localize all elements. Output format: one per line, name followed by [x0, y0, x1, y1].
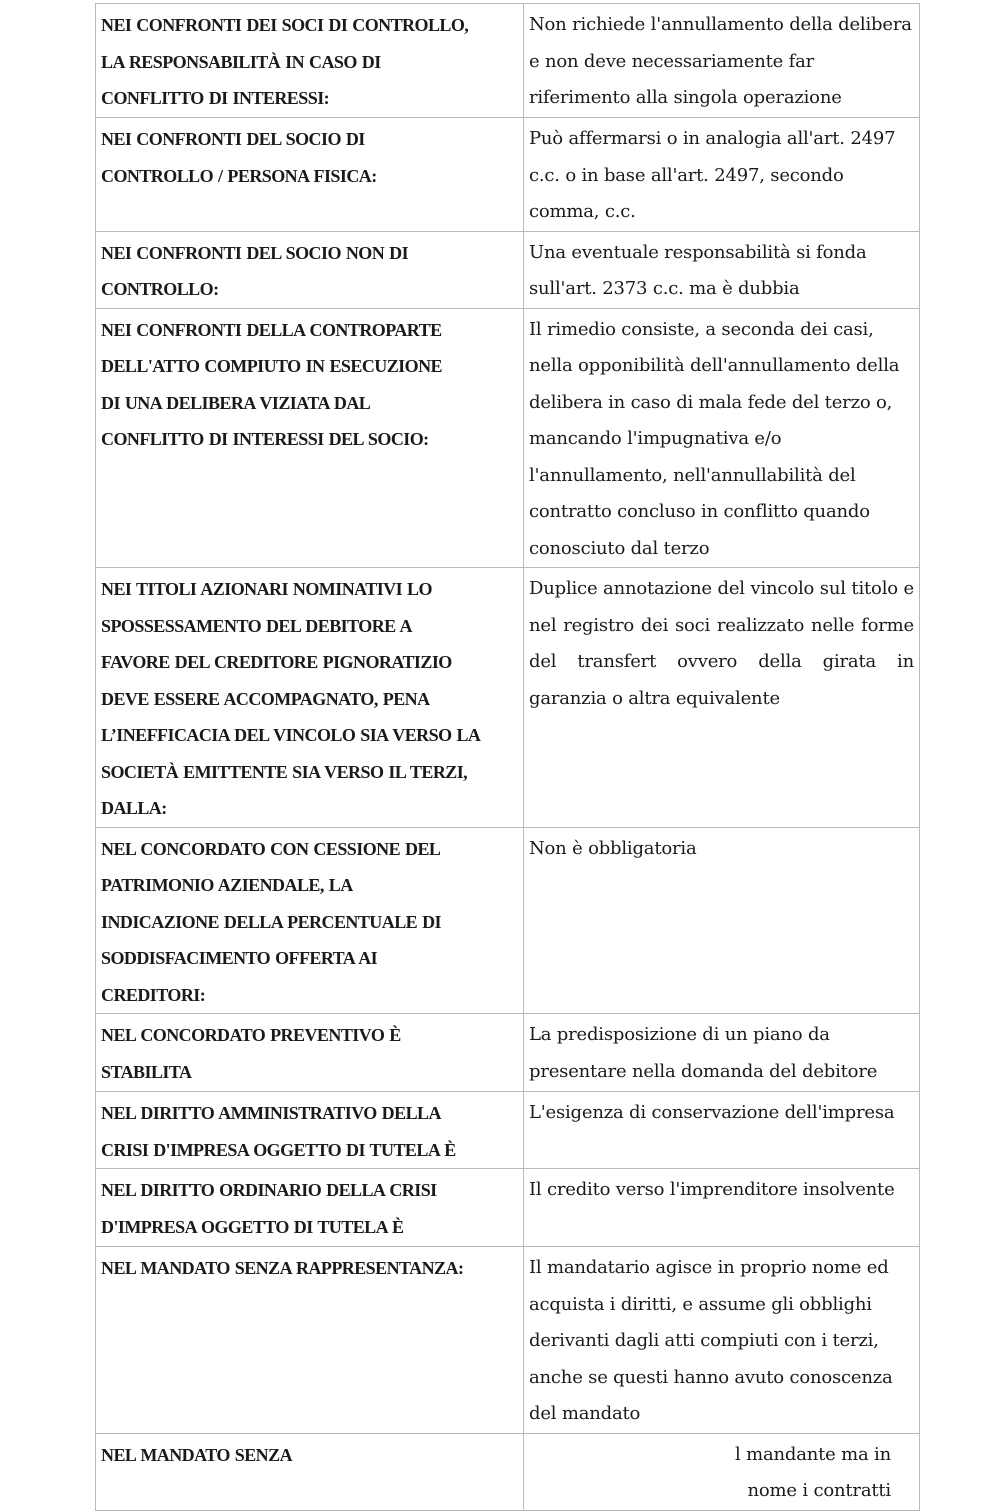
answer-cell: Il credito verso l'imprenditore insolvente [524, 1169, 920, 1247]
question-cell: NEL DIRITTO AMMINISTRATIVO DELLA CRISI D'IMPRESA OGGETTO DI TUTELA È [96, 1092, 524, 1169]
table-row [96, 1014, 920, 1092]
table-row [96, 1169, 920, 1247]
answer-cell: Duplice annotazione del vincolo sul titolo e nel registro dei soci realizzato nelle forme del transfert ovvero della girata in garanzia o altra equivalente [524, 568, 920, 828]
question-cell: NEL CONCORDATO CON CESSIONE DEL PATRIMONIO AZIENDALE, LA INDICAZIONE DELLA PERCENTUALE DI SODDISFACIMENTO OFFERTA AI CREDITORI: [96, 827, 524, 1014]
answer-cell: Il rimedio consiste, a seconda dei casi, nella opponibilità dell'annullamento della delibera in caso di mala fede del terzo o, mancando l'impugnativa e/o l'annullamento, nell'annullabilità del contratto concluso in conflitto quando conosciuto dal terzo [524, 308, 920, 568]
table-row [96, 231, 920, 308]
table-row [96, 4, 920, 118]
question-cell: NEI CONFRONTI DEL SOCIO DI CONTROLLO / PERSONA FISICA: [96, 118, 524, 232]
question-cell: NEI CONFRONTI DEL SOCIO NON DI CONTROLLO: [96, 231, 524, 308]
table-row [96, 568, 920, 828]
table-row [96, 308, 920, 568]
table-row [96, 1247, 920, 1434]
question-cell: NEI CONFRONTI DEI SOCI DI CONTROLLO, LA RESPONSABILITÀ IN CASO DI CONFLITTO DI INTERESSI: [96, 4, 524, 118]
question-cell: NEL DIRITTO ORDINARIO DELLA CRISI D'IMPRESA OGGETTO DI TUTELA È [96, 1169, 524, 1247]
table-row [96, 1433, 920, 1510]
question-answer-table [95, 3, 920, 1511]
question-cell: NEI CONFRONTI DELLA CONTROPARTE DELL'ATTO COMPIUTO IN ESECUZIONE DI UNA DELIBERA VIZIATA DAL CONFLITTO DI INTERESSI DEL SOCIO: [96, 308, 524, 568]
table-row [96, 118, 920, 232]
answer-cell: La predisposizione di un piano da presentare nella domanda del debitore [524, 1014, 920, 1092]
answer-cell: Non è obbligatoria [524, 827, 920, 1014]
table-row [96, 1092, 920, 1169]
answer-cell: l mandante ma in nome i contratti [524, 1433, 920, 1510]
question-cell: NEI TITOLI AZIONARI NOMINATIVI LO SPOSSESSAMENTO DEL DEBITORE A FAVORE DEL CREDITORE PIGNORATIZIO DEVE ESSERE ACCOMPAGNATO, PENA L’INEFFICACIA DEL VINCOLO SIA VERSO LA SOCIETÀ EMITTENTE SIA VERSO IL TERZI, DALLA: [96, 568, 524, 828]
table-row [96, 827, 920, 1014]
question-cell: NEL MANDATO SENZA RAPPRESENTANZA: [96, 1247, 524, 1434]
answer-cell: Non richiede l'annullamento della delibera e non deve necessariamente far riferimento alla singola operazione [524, 4, 920, 118]
question-cell: NEL MANDATO SENZA [96, 1433, 524, 1510]
answer-cell: Una eventuale responsabilità si fonda sull'art. 2373 c.c. ma è dubbia [524, 231, 920, 308]
answer-cell: Il mandatario agisce in proprio nome ed acquista i diritti, e assume gli obblighi derivanti dagli atti compiuti con i terzi, anche se questi hanno avuto conoscenza del mandato [524, 1247, 920, 1434]
answer-cell: Può affermarsi o in analogia all'art. 2497 c.c. o in base all'art. 2497, secondo comma, c.c. [524, 118, 920, 232]
question-cell: NEL CONCORDATO PREVENTIVO È STABILITA [96, 1014, 524, 1092]
answer-cell: L'esigenza di conservazione dell'impresa [524, 1092, 920, 1169]
